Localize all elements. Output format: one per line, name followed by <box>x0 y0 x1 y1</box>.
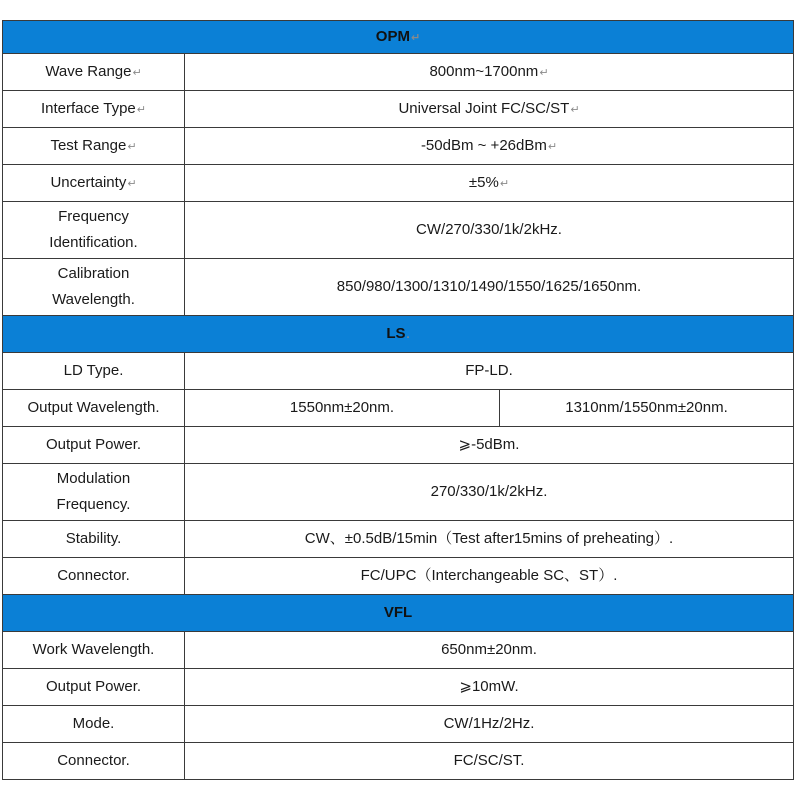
table-row <box>3 558 794 595</box>
section-title-opm: OPM <box>375 27 410 45</box>
spec-value: CW、±0.5dB/15min（Test after15mins of preheating）. <box>185 521 794 558</box>
return-mark: ↵ <box>547 140 558 153</box>
section-header-vfl <box>3 595 794 632</box>
spec-label: Wave Range <box>45 62 132 80</box>
spec-label: LD Type. <box>3 353 185 390</box>
table-row <box>3 390 794 427</box>
spec-label: Uncertainty <box>50 173 127 191</box>
spec-label-line: Modulation <box>56 470 131 487</box>
spec-label: Test Range <box>50 136 127 154</box>
spec-value: 1310nm/1550nm±20nm. <box>500 390 794 427</box>
spec-value: 800nm~1700nm <box>429 62 539 80</box>
table-row <box>3 743 794 780</box>
spec-label: Output Power. <box>3 427 185 464</box>
table-row <box>3 706 794 743</box>
spec-value: Universal Joint FC/SC/ST <box>398 99 570 117</box>
spec-value: 1550nm±20nm. <box>185 390 500 427</box>
spec-value: -50dBm ~ +26dBm <box>420 136 547 154</box>
spec-table <box>2 20 794 780</box>
spec-label: Connector. <box>3 558 185 595</box>
spec-label: Connector. <box>3 743 185 780</box>
spec-label: Stability. <box>3 521 185 558</box>
table-row <box>3 521 794 558</box>
table-row <box>3 353 794 390</box>
return-mark: ↵ <box>410 31 421 44</box>
return-mark: ↵ <box>499 177 510 190</box>
spec-label: Interface Type <box>40 99 136 117</box>
spec-value: 650nm±20nm. <box>185 632 794 669</box>
spec-label-line: Frequency. <box>56 496 131 513</box>
table-row <box>3 669 794 706</box>
spec-value: ⩾10mW. <box>185 669 794 706</box>
return-mark: ↵ <box>127 140 137 153</box>
spec-value: FC/UPC（Interchangeable SC、ST）. <box>185 558 794 595</box>
return-mark: ↵ <box>132 66 142 79</box>
section-header-ls <box>3 316 794 353</box>
table-row <box>3 632 794 669</box>
spec-label-line: Calibration <box>57 265 130 282</box>
table-row <box>3 165 794 202</box>
spec-value: CW/270/330/1k/2kHz. <box>185 202 794 259</box>
spec-label: Output Power. <box>3 669 185 706</box>
return-mark: ↵ <box>127 177 137 190</box>
table-row <box>3 128 794 165</box>
spec-value: CW/1Hz/2Hz. <box>185 706 794 743</box>
return-mark: ↵ <box>136 103 146 116</box>
return-mark: ↵ <box>570 103 580 116</box>
spec-label-line: Wavelength. <box>52 291 135 308</box>
spec-value: 270/330/1k/2kHz. <box>185 464 794 521</box>
spec-label: Mode. <box>3 706 185 743</box>
spec-value: FP-LD. <box>185 353 794 390</box>
spec-value: 850/980/1300/1310/1490/1550/1625/1650nm. <box>185 259 794 316</box>
table-row <box>3 91 794 128</box>
spec-label-line: Frequency <box>58 208 129 225</box>
spec-label: Work Wavelength. <box>3 632 185 669</box>
spec-label: Output Wavelength. <box>3 390 185 427</box>
section-header-opm <box>3 21 794 54</box>
return-mark: ↵ <box>539 66 549 79</box>
table-row <box>3 54 794 91</box>
table-row <box>3 464 794 521</box>
return-mark: . <box>406 328 410 341</box>
table-row <box>3 259 794 316</box>
spec-label-line: Identification. <box>49 234 138 251</box>
section-title-vfl: VFL <box>3 595 794 632</box>
spec-value: FC/SC/ST. <box>185 743 794 780</box>
table-row <box>3 202 794 259</box>
spec-value: ⩾-5dBm. <box>185 427 794 464</box>
spec-value: ±5% <box>468 173 499 191</box>
table-row <box>3 427 794 464</box>
section-title-ls: LS <box>386 324 406 342</box>
